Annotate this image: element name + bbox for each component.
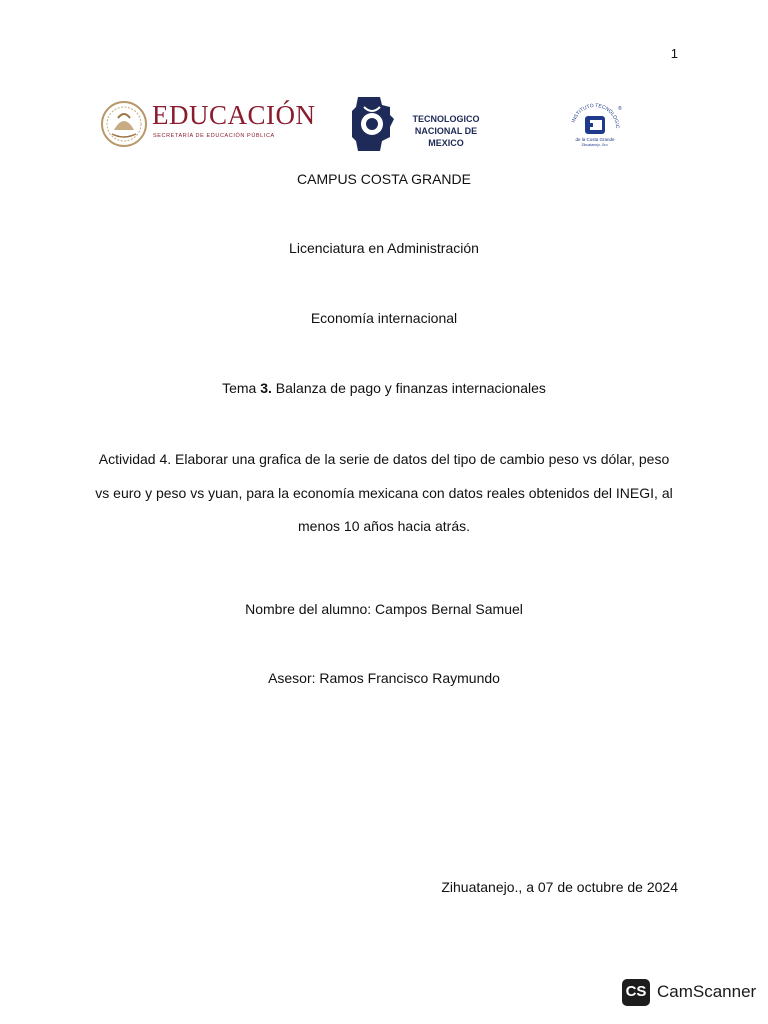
- itcg-sub-text: de la Costa Grande: [575, 137, 615, 142]
- campus-name: CAMPUS COSTA GRANDE: [297, 171, 471, 187]
- svg-text:®: ®: [618, 106, 622, 112]
- camscanner-label: CamScanner: [657, 982, 757, 1001]
- itcg-logo: [566, 102, 624, 150]
- topic-line: [0, 380, 768, 396]
- student-name: Nombre del alumno: Campos Bernal Samuel: [245, 601, 523, 617]
- camscanner-watermark: [622, 976, 756, 1008]
- sep-seal-icon: [100, 100, 148, 148]
- sep-subtitle: SECRETARÍA DE EDUCACIÓN PÚBLICA: [153, 133, 275, 139]
- degree-name: Licenciatura en Administración: [289, 240, 479, 256]
- tecnm-line-1: TECNOLOGICO: [412, 114, 480, 124]
- camscanner-badge-icon: CS: [622, 979, 650, 1006]
- itcg-city-text: Zihuatanejo, Gro.: [581, 143, 609, 147]
- topic-number: 3.: [260, 380, 272, 396]
- itcg-emblem-icon: [566, 102, 624, 150]
- subject-name: Economía internacional: [310, 310, 458, 326]
- tecnm-gear-icon: [350, 93, 396, 155]
- tecnm-text: [398, 113, 494, 149]
- activity-description: Actividad 4. Elaborar una grafica de la serie de datos del tipo de cambio peso vs dólar, peso vs euro y peso vs yuan, para la economía mexicana con datos reales obtenidos del INEGI, al menos 10 años hacia atrás.: [95, 451, 673, 534]
- itcg-arc-text: INSTITUTO TECNOLOGIC: [570, 102, 621, 129]
- advisor-name: Asesor: Ramos Francisco Raymundo: [268, 670, 500, 686]
- tecnm-logo: [350, 92, 500, 158]
- sep-title: EDUCACIÓN: [152, 100, 316, 130]
- place-date: Zihuatanejo., a 07 de octubre de 2024: [441, 879, 678, 895]
- page-number: 1: [670, 46, 678, 61]
- sep-logo: [100, 98, 320, 150]
- topic-prefix: Tema: [222, 380, 261, 396]
- tecnm-line-2: NACIONAL DE MEXICO: [414, 126, 478, 148]
- topic-title: Balanza de pago y finanzas internacionales: [271, 380, 546, 396]
- logo-bar: [0, 92, 768, 158]
